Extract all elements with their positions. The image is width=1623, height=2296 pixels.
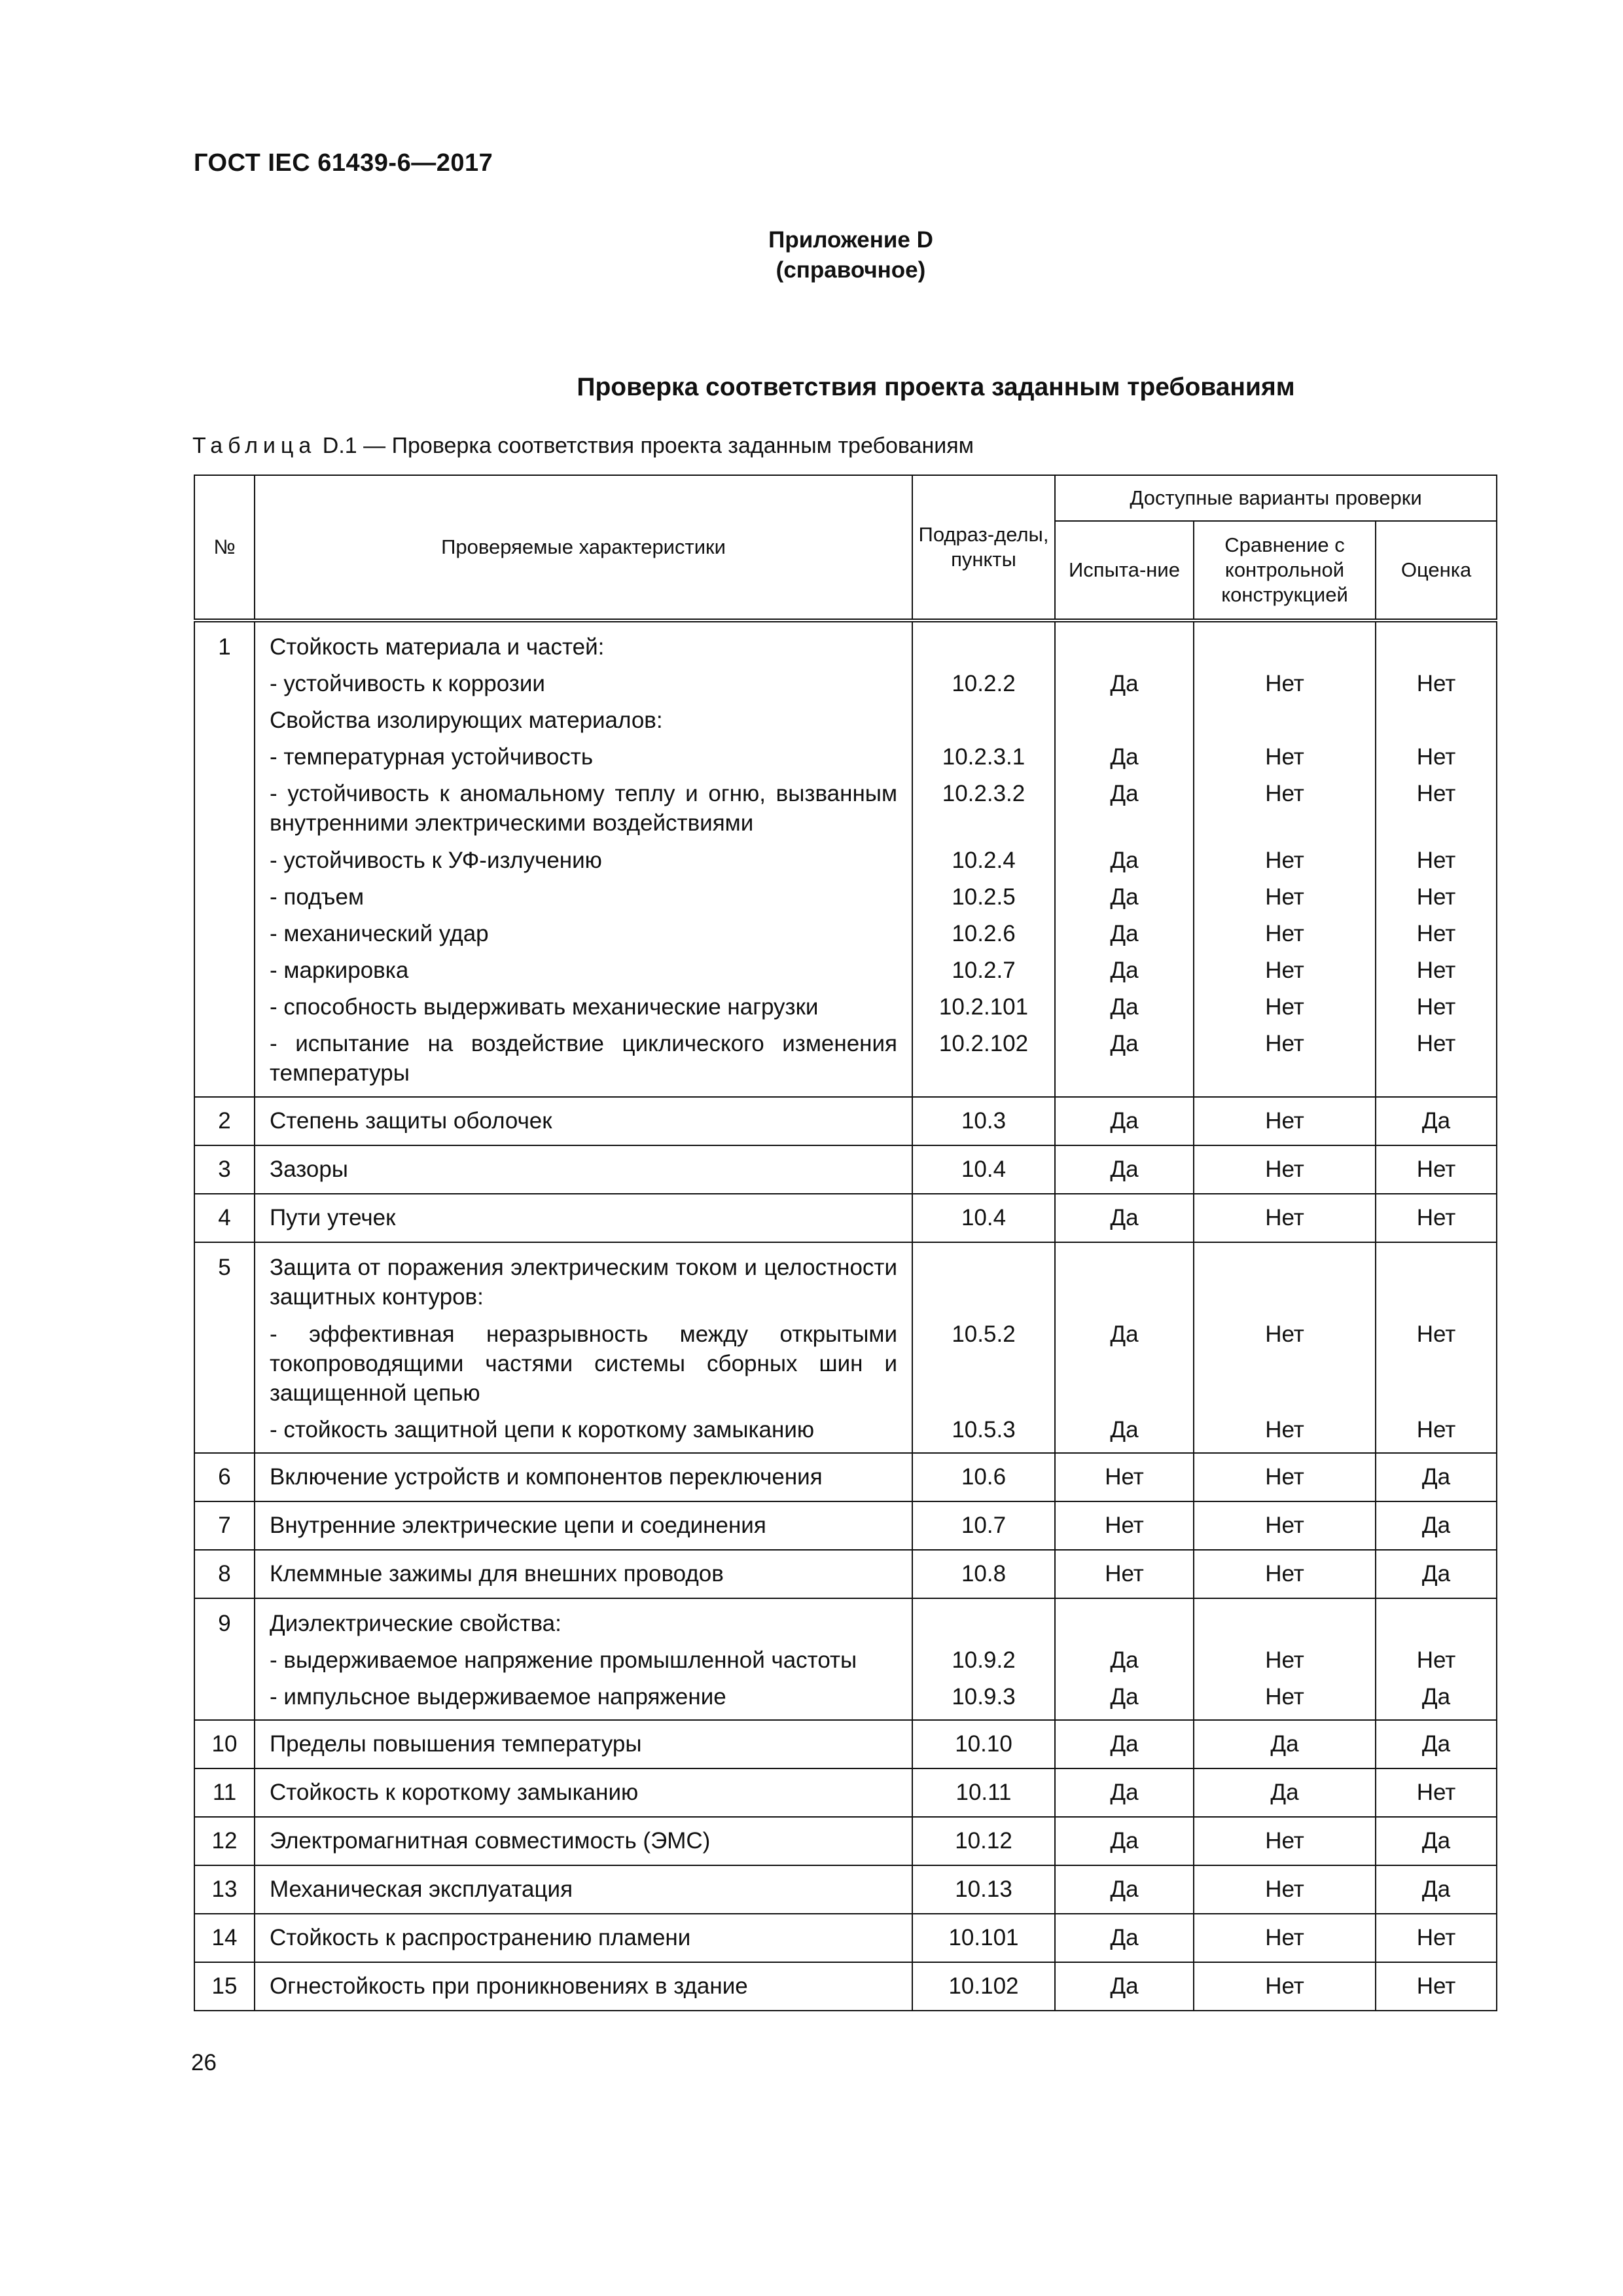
assessment-value: Да xyxy=(1421,1513,1451,1538)
test-value: Да xyxy=(1110,1321,1139,1347)
subsection-ref-cell xyxy=(912,1194,1055,1242)
test-value: Да xyxy=(1110,1780,1139,1805)
row-number-cell xyxy=(194,1501,255,1550)
comparison-value xyxy=(1194,629,1375,666)
comparison-value: Нет xyxy=(1265,884,1304,910)
assessment-value xyxy=(1376,702,1496,739)
test-value-cell xyxy=(1055,1242,1194,1453)
characteristic-cell xyxy=(255,1914,912,1962)
test-value: Да xyxy=(1110,921,1139,946)
characteristic: Внутренние электрические цепи и соединения xyxy=(270,1513,766,1538)
table-row xyxy=(194,1914,1497,1962)
header-characteristics: Проверяемые характеристики xyxy=(255,475,912,620)
row-number: 15 xyxy=(211,1973,238,1999)
row-number-cell xyxy=(194,620,255,1097)
row-number: 9 xyxy=(218,1611,231,1636)
characteristic: Включение устройств и компонентов переключения xyxy=(270,1464,823,1490)
comparison-value: Нет xyxy=(1265,1108,1304,1134)
assessment-value-cell xyxy=(1376,1242,1497,1453)
comparison-value: Нет xyxy=(1265,1513,1304,1538)
assessment-value: Нет xyxy=(1416,1925,1456,1950)
comparison-value: Нет xyxy=(1265,671,1304,696)
subsection-ref: 10.2.5 xyxy=(952,884,1016,910)
test-value: Да xyxy=(1110,671,1139,696)
assessment-value-cell xyxy=(1376,1194,1497,1242)
subsection-ref: 10.2.3.1 xyxy=(942,744,1026,770)
characteristic-cell xyxy=(255,1501,912,1550)
comparison-value: Нет xyxy=(1265,1684,1304,1710)
row-number: 10 xyxy=(211,1731,238,1757)
characteristic: - выдерживаемое напряжение промышленной частоты xyxy=(270,1647,857,1673)
comparison-value: Нет xyxy=(1265,1925,1304,1950)
subsection-ref-cell xyxy=(912,1550,1055,1598)
subsection-ref-cell xyxy=(912,1453,1055,1501)
characteristic-cell xyxy=(255,1453,912,1501)
assessment-value: Нет xyxy=(1416,1647,1456,1673)
characteristic-cell xyxy=(255,1962,912,2011)
assessment-value-cell xyxy=(1376,1720,1497,1768)
test-value-cell xyxy=(1055,1598,1194,1720)
row-number-cell xyxy=(194,1768,255,1817)
characteristic: Диэлектрические свойства: xyxy=(270,1611,562,1636)
test-value-cell xyxy=(1055,1962,1194,2011)
table-row xyxy=(194,1453,1497,1501)
row-number: 3 xyxy=(218,1157,231,1182)
characteristic: Зазоры xyxy=(270,1157,348,1182)
assessment-value: Да xyxy=(1421,1561,1451,1587)
assessment-value: Нет xyxy=(1416,884,1456,910)
subsection-ref: 10.2.2 xyxy=(952,671,1016,696)
characteristic: Свойства изолирующих материалов: xyxy=(270,708,663,733)
subsection-ref xyxy=(913,629,1054,666)
subsection-ref-cell xyxy=(912,1817,1055,1865)
test-value: Да xyxy=(1110,1828,1139,1854)
characteristic: Пределы повышения температуры xyxy=(270,1731,642,1757)
characteristic: Огнестойкость при проникновениях в здание xyxy=(270,1973,748,1999)
assessment-value-cell xyxy=(1376,1817,1497,1865)
comparison-value: Нет xyxy=(1265,1417,1304,1443)
test-value-cell xyxy=(1055,1453,1194,1501)
test-value: Да xyxy=(1110,1684,1139,1710)
comparison-value-cell xyxy=(1194,1550,1376,1598)
test-value: Да xyxy=(1110,1157,1139,1182)
table-row xyxy=(194,1865,1497,1914)
comparison-value: Нет xyxy=(1265,1157,1304,1182)
assessment-value xyxy=(1376,629,1496,666)
subsection-ref-cell xyxy=(912,1242,1055,1453)
row-number-cell xyxy=(194,1194,255,1242)
characteristic: - механический удар xyxy=(270,921,489,946)
characteristic-cell xyxy=(255,1097,912,1145)
subsection-ref-cell xyxy=(912,1865,1055,1914)
row-number: 14 xyxy=(211,1925,238,1950)
table-row xyxy=(194,1194,1497,1242)
characteristic: - эффективная неразрывность между открытыми токопроводящими частями системы сборных шин и защищенной цепью xyxy=(270,1321,897,1406)
assessment-value: Нет xyxy=(1416,994,1456,1020)
table-row xyxy=(194,1550,1497,1598)
comparison-value-cell xyxy=(1194,1145,1376,1194)
characteristic-cell xyxy=(255,1550,912,1598)
subsection-ref: 10.11 xyxy=(955,1780,1012,1805)
test-value: Нет xyxy=(1105,1561,1144,1587)
table-caption xyxy=(192,433,974,459)
test-value xyxy=(1056,1605,1193,1642)
assessment-value: Нет xyxy=(1416,921,1456,946)
subsection-ref: 10.6 xyxy=(961,1464,1007,1490)
comparison-value: Нет xyxy=(1265,1876,1304,1902)
row-number-cell xyxy=(194,1962,255,2011)
verification-table xyxy=(194,475,1497,2011)
characteristic-cell xyxy=(255,1145,912,1194)
test-value: Да xyxy=(1110,1973,1139,1999)
test-value: Да xyxy=(1110,958,1139,983)
comparison-value: Нет xyxy=(1265,1973,1304,1999)
subsection-ref: 10.4 xyxy=(961,1205,1007,1230)
comparison-value-cell xyxy=(1194,1598,1376,1720)
comparison-value: Нет xyxy=(1265,1828,1304,1854)
row-number: 11 xyxy=(212,1780,237,1805)
characteristic-cell xyxy=(255,1242,912,1453)
test-value: Да xyxy=(1110,884,1139,910)
row-number-cell xyxy=(194,1720,255,1768)
assessment-value-cell xyxy=(1376,1962,1497,2011)
subsection-ref xyxy=(913,1249,1054,1316)
table-caption-text: D.1 — Проверка соответствия проекта заданным требованиям xyxy=(322,433,974,458)
assessment-value: Нет xyxy=(1416,671,1456,696)
appendix-title: Приложение D xyxy=(768,227,933,253)
test-value: Да xyxy=(1110,1031,1139,1056)
page-number: 26 xyxy=(191,2050,217,2075)
test-value-cell xyxy=(1055,1501,1194,1550)
test-value-cell xyxy=(1055,1865,1194,1914)
subsection-ref: 10.13 xyxy=(955,1876,1012,1902)
assessment-value: Да xyxy=(1421,1464,1451,1490)
characteristic-cell xyxy=(255,1598,912,1720)
characteristic: - температурная устойчивость xyxy=(270,744,594,770)
comparison-value: Да xyxy=(1270,1731,1299,1757)
assessment-value: Нет xyxy=(1416,1031,1456,1056)
subsection-ref: 10.5.2 xyxy=(952,1321,1016,1347)
test-value-cell xyxy=(1055,1914,1194,1962)
row-number-cell xyxy=(194,1097,255,1145)
row-number: 2 xyxy=(218,1108,231,1134)
test-value: Да xyxy=(1110,1108,1139,1134)
assessment-value: Нет xyxy=(1416,1321,1456,1347)
header-assessment: Оценка xyxy=(1376,521,1497,620)
subsection-ref xyxy=(913,1605,1054,1642)
subsection-ref: 10.10 xyxy=(955,1731,1012,1757)
row-number-cell xyxy=(194,1914,255,1962)
row-number: 12 xyxy=(211,1828,238,1854)
characteristic-cell xyxy=(255,1817,912,1865)
row-number: 8 xyxy=(218,1561,231,1587)
comparison-value-cell xyxy=(1194,1720,1376,1768)
characteristic: - импульсное выдерживаемое напряжение xyxy=(270,1684,726,1710)
comparison-value: Нет xyxy=(1265,1464,1304,1490)
row-number: 6 xyxy=(218,1464,231,1490)
row-number-cell xyxy=(194,1145,255,1194)
comparison-value-cell xyxy=(1194,1865,1376,1914)
test-value: Да xyxy=(1110,1647,1139,1673)
characteristic: - подъем xyxy=(270,884,365,910)
comparison-value: Да xyxy=(1270,1780,1299,1805)
subsection-ref: 10.2.4 xyxy=(952,848,1016,873)
test-value-cell xyxy=(1055,1768,1194,1817)
comparison-value-cell xyxy=(1194,1914,1376,1962)
comparison-value-cell xyxy=(1194,620,1376,1097)
characteristic: Степень защиты оболочек xyxy=(270,1108,552,1134)
table-row xyxy=(194,1145,1497,1194)
characteristic: - способность выдерживать механические нагрузки xyxy=(270,994,819,1020)
test-value: Нет xyxy=(1105,1513,1144,1538)
characteristic: Стойкость к распространению пламени xyxy=(270,1925,691,1950)
subsection-ref: 10.2.6 xyxy=(952,921,1016,946)
subsection-ref-cell xyxy=(912,1501,1055,1550)
table-row xyxy=(194,1097,1497,1145)
assessment-value-cell xyxy=(1376,1453,1497,1501)
row-number-cell xyxy=(194,1453,255,1501)
characteristic: Стойкость к короткому замыканию xyxy=(270,1780,639,1805)
assessment-value: Нет xyxy=(1416,744,1456,770)
test-value-cell xyxy=(1055,1817,1194,1865)
characteristic: Стойкость материала и частей: xyxy=(270,634,605,660)
subsection-ref-cell xyxy=(912,1914,1055,1962)
assessment-value-cell xyxy=(1376,1914,1497,1962)
characteristic-cell xyxy=(255,1865,912,1914)
subsection-ref: 10.2.7 xyxy=(952,958,1016,983)
assessment-value-cell xyxy=(1376,1097,1497,1145)
row-number-cell xyxy=(194,1865,255,1914)
assessment-value-cell xyxy=(1376,1550,1497,1598)
row-number-cell xyxy=(194,1242,255,1453)
comparison-value: Нет xyxy=(1265,781,1304,806)
characteristic: - устойчивость к аномальному теплу и огню, вызванным внутренними электрическими воздействиями xyxy=(270,781,897,836)
subsection-ref: 10.9.2 xyxy=(952,1647,1016,1673)
row-number: 4 xyxy=(218,1205,231,1230)
assessment-value: Нет xyxy=(1416,958,1456,983)
subsection-ref xyxy=(913,702,1054,739)
comparison-value xyxy=(1194,702,1375,739)
test-value-cell xyxy=(1055,1145,1194,1194)
table-row xyxy=(194,1768,1497,1817)
comparison-value-cell xyxy=(1194,1817,1376,1865)
assessment-value-cell xyxy=(1376,1768,1497,1817)
test-value xyxy=(1056,629,1193,666)
assessment-value: Нет xyxy=(1416,781,1456,806)
subsection-ref-cell xyxy=(912,1768,1055,1817)
characteristic: Механическая эксплуатация xyxy=(270,1876,573,1902)
test-value: Да xyxy=(1110,994,1139,1020)
subsection-ref: 10.8 xyxy=(961,1561,1007,1587)
characteristic: Пути утечек xyxy=(270,1205,396,1230)
appendix-type: (справочное) xyxy=(776,257,926,283)
comparison-value: Нет xyxy=(1265,994,1304,1020)
test-value: Да xyxy=(1110,744,1139,770)
subsection-ref: 10.7 xyxy=(961,1513,1007,1538)
header-num: № xyxy=(194,475,255,620)
assessment-value: Нет xyxy=(1416,1780,1456,1805)
subsection-ref: 10.2.3.2 xyxy=(942,781,1026,806)
test-value: Да xyxy=(1110,1731,1139,1757)
comparison-value-cell xyxy=(1194,1768,1376,1817)
characteristic: Защита от поражения электрическим током и целостности защитных контуров: xyxy=(270,1255,897,1310)
characteristic: Клеммные зажимы для внешних проводов xyxy=(270,1561,724,1587)
assessment-value: Нет xyxy=(1416,1157,1456,1182)
characteristic: - испытание на воздействие циклического изменения температуры xyxy=(270,1031,897,1086)
subsection-ref-cell xyxy=(912,1145,1055,1194)
header-test: Испыта-ние xyxy=(1055,521,1194,620)
test-value: Да xyxy=(1110,848,1139,873)
header-options-group: Доступные варианты проверки xyxy=(1055,475,1497,521)
table-caption-label: Таблица xyxy=(192,433,317,458)
test-value: Да xyxy=(1110,1925,1139,1950)
assessment-value-cell xyxy=(1376,1598,1497,1720)
test-value-cell xyxy=(1055,1720,1194,1768)
comparison-value-cell xyxy=(1194,1097,1376,1145)
subsection-ref: 10.9.3 xyxy=(952,1684,1016,1710)
comparison-value: Нет xyxy=(1265,1205,1304,1230)
subsection-ref-cell xyxy=(912,1097,1055,1145)
table-row xyxy=(194,1501,1497,1550)
section-title: Проверка соответствия проекта заданным требованиям xyxy=(577,373,1295,401)
comparison-value: Нет xyxy=(1265,1561,1304,1587)
characteristic: - устойчивость к УФ-излучению xyxy=(270,848,602,873)
row-number: 5 xyxy=(218,1255,231,1280)
test-value: Да xyxy=(1110,1417,1139,1443)
test-value-cell xyxy=(1055,1194,1194,1242)
characteristic: - маркировка xyxy=(270,958,409,983)
test-value-cell xyxy=(1055,1097,1194,1145)
characteristic-cell xyxy=(255,1720,912,1768)
subsection-ref: 10.3 xyxy=(961,1108,1007,1134)
test-value: Да xyxy=(1110,1876,1139,1902)
row-number-cell xyxy=(194,1550,255,1598)
assessment-value-cell xyxy=(1376,1145,1497,1194)
assessment-value: Да xyxy=(1421,1876,1451,1902)
test-value xyxy=(1056,1249,1193,1316)
table-body xyxy=(194,620,1497,2011)
assessment-value-cell xyxy=(1376,1501,1497,1550)
header-comparison: Сравнение с контрольной конструкцией xyxy=(1194,521,1376,620)
assessment-value: Нет xyxy=(1416,1205,1456,1230)
subsection-ref: 10.101 xyxy=(948,1925,1019,1950)
comparison-value-cell xyxy=(1194,1962,1376,2011)
table-row xyxy=(194,1720,1497,1768)
comparison-value: Нет xyxy=(1265,744,1304,770)
characteristic: Электромагнитная совместимость (ЭМС) xyxy=(270,1828,711,1854)
document-code: ГОСТ IEC 61439-6—2017 xyxy=(194,149,493,177)
subsection-ref-cell xyxy=(912,620,1055,1097)
characteristic-cell xyxy=(255,1194,912,1242)
row-number-cell xyxy=(194,1598,255,1720)
subsection-ref: 10.2.101 xyxy=(938,994,1029,1020)
assessment-value xyxy=(1376,1249,1496,1316)
row-number: 7 xyxy=(218,1513,231,1538)
comparison-value: Нет xyxy=(1265,1031,1304,1056)
assessment-value: Нет xyxy=(1416,848,1456,873)
table-row xyxy=(194,1242,1497,1453)
comparison-value-cell xyxy=(1194,1194,1376,1242)
test-value: Да xyxy=(1110,1205,1139,1230)
comparison-value: Нет xyxy=(1265,958,1304,983)
table-row xyxy=(194,620,1497,1097)
test-value: Да xyxy=(1110,781,1139,806)
comparison-value-cell xyxy=(1194,1242,1376,1453)
assessment-value-cell xyxy=(1376,620,1497,1097)
subsection-ref-cell xyxy=(912,1720,1055,1768)
assessment-value: Да xyxy=(1421,1108,1451,1134)
subsection-ref-cell xyxy=(912,1962,1055,2011)
row-number-cell xyxy=(194,1817,255,1865)
row-number: 1 xyxy=(218,634,231,660)
characteristic: - стойкость защитной цепи к короткому замыканию xyxy=(270,1417,815,1443)
test-value-cell xyxy=(1055,1550,1194,1598)
subsection-ref: 10.12 xyxy=(955,1828,1012,1854)
subsection-ref: 10.2.102 xyxy=(938,1031,1029,1056)
assessment-value: Да xyxy=(1421,1828,1451,1854)
subsection-ref: 10.102 xyxy=(948,1973,1019,1999)
table-row xyxy=(194,1962,1497,2011)
characteristic: - устойчивость к коррозии xyxy=(270,671,545,696)
comparison-value: Нет xyxy=(1265,848,1304,873)
subsection-ref-cell xyxy=(912,1598,1055,1720)
test-value xyxy=(1056,702,1193,739)
comparison-value-cell xyxy=(1194,1501,1376,1550)
table-row xyxy=(194,1817,1497,1865)
comparison-value xyxy=(1194,1249,1375,1316)
comparison-value: Нет xyxy=(1265,1647,1304,1673)
header-subsections: Подраз-делы, пункты xyxy=(912,475,1055,620)
row-number: 13 xyxy=(211,1876,238,1902)
subsection-ref: 10.5.3 xyxy=(952,1417,1016,1443)
assessment-value xyxy=(1376,1605,1496,1642)
test-value-cell xyxy=(1055,620,1194,1097)
assessment-value: Да xyxy=(1421,1684,1451,1710)
test-value: Нет xyxy=(1105,1464,1144,1490)
comparison-value-cell xyxy=(1194,1453,1376,1501)
comparison-value: Нет xyxy=(1265,1321,1304,1347)
comparison-value xyxy=(1194,1605,1375,1642)
assessment-value: Да xyxy=(1421,1731,1451,1757)
assessment-value: Нет xyxy=(1416,1417,1456,1443)
assessment-value-cell xyxy=(1376,1865,1497,1914)
comparison-value: Нет xyxy=(1265,921,1304,946)
assessment-value: Нет xyxy=(1416,1973,1456,1999)
characteristic-cell xyxy=(255,620,912,1097)
subsection-ref: 10.4 xyxy=(961,1157,1007,1182)
table-row xyxy=(194,1598,1497,1720)
characteristic-cell xyxy=(255,1768,912,1817)
